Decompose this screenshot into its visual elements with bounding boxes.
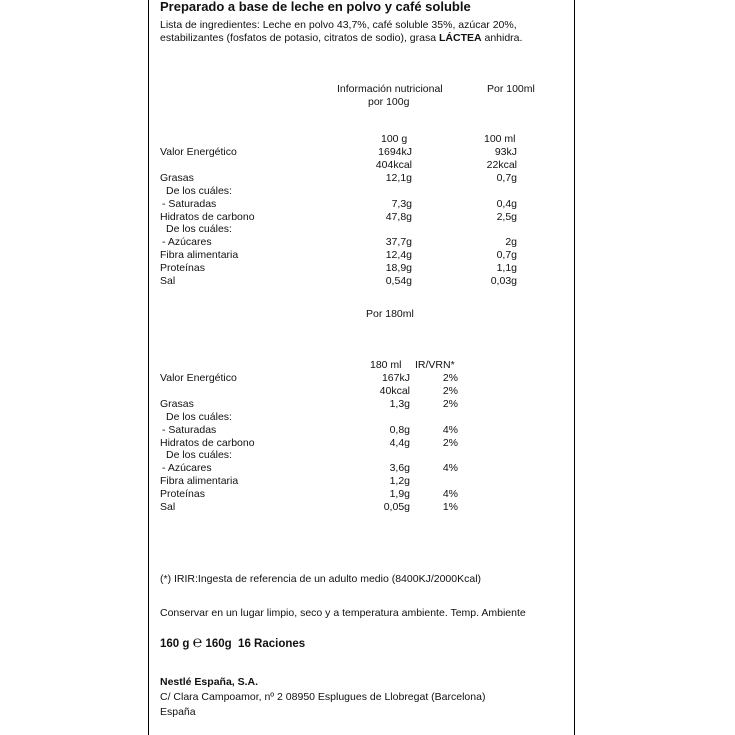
row-label: De los cuáles: (166, 223, 232, 236)
table1-col1-unit: 100 g (381, 133, 408, 145)
row-label: Grasas (160, 397, 194, 410)
row-value-1: 167kJ (381, 372, 410, 384)
row-value-2: 2% (442, 384, 458, 397)
net-quantity (160, 634, 306, 651)
row-label: - Azúcares (162, 236, 212, 249)
row-value-1: 0,54g (385, 275, 412, 287)
row-label: Valor Energético (160, 372, 237, 384)
company-name: Nestlé España, S.A. (160, 676, 259, 688)
row-value-1: 1,9g (389, 488, 410, 501)
row-label: De los cuáles: (166, 184, 232, 197)
row-value-1: 0,05g (383, 501, 410, 513)
estimated-mark-icon: ℮ (192, 634, 203, 651)
row-value-2: 0,4g (496, 197, 517, 210)
table1-col2-unit: 100 ml (484, 133, 516, 145)
row-value-2: 0,03g (490, 275, 517, 287)
row-label: Sal (160, 275, 176, 287)
row-value-1: 47,8g (385, 210, 412, 223)
row-value-2: 4% (442, 488, 458, 501)
row-label: - Azúcares (162, 462, 212, 475)
row-value-1: 3,6g (389, 462, 410, 475)
row-label: De los cuáles: (166, 449, 232, 462)
footnote: (*) IRIR:Ingesta de referencia de un adulto medio (8400KJ/2000Kcal) (160, 573, 482, 585)
row-value-1: 4,4g (389, 436, 410, 449)
product-title: Preparado a base de leche en polvo y café soluble (160, 0, 471, 14)
row-value-1: 40kcal (379, 384, 410, 397)
company-address: C/ Clara Campoamor, nº 2 08950 Esplugues de Llobregat (Barcelona) (160, 691, 486, 703)
row-label: Hidratos de carbono (160, 210, 255, 223)
row-label: Fibra alimentaria (160, 249, 239, 262)
label-frame (148, 0, 575, 735)
ingredients-line-1: Lista de ingredientes: Leche en polvo 43,7%, café soluble 35%, azúcar 20%, (160, 19, 517, 31)
row-value-1: 12,1g (385, 171, 412, 184)
row-value-1: 12,4g (385, 249, 412, 262)
table1-col1-header-line1: Información nutricional (337, 83, 443, 95)
ingredients-line-2-end: anhidra. (481, 32, 523, 44)
row-value-2: 2,5g (496, 210, 517, 223)
company-country: España (160, 706, 196, 718)
row-value-1: 18,9g (385, 262, 412, 275)
ingredients-line-2-start: estabilizantes (fosfatos de potasio, citratos de sodio), grasa (160, 32, 439, 44)
row-value-2: 2% (442, 436, 458, 449)
row-value-1: 0,8g (389, 423, 410, 436)
row-value-1: 1,2g (389, 475, 410, 488)
row-value-2: 22kcal (486, 158, 517, 171)
row-value-1: 1694kJ (378, 146, 412, 158)
row-value-2: 0,7g (496, 249, 517, 262)
row-value-2: 1,1g (496, 262, 517, 275)
table1-col1-header-line2: por 100g (368, 96, 410, 108)
row-value-2: 0,7g (496, 171, 517, 184)
row-label: Proteínas (160, 262, 205, 275)
servings: 16 Raciones (238, 638, 306, 650)
row-label: Proteínas (160, 488, 205, 501)
row-value-2: 2g (505, 236, 517, 249)
row-label: Hidratos de carbono (160, 436, 255, 449)
table2-col1-unit: 180 ml (370, 359, 402, 371)
net-weight: 160g (205, 638, 232, 650)
row-value-1: 404kcal (375, 158, 412, 171)
row-value-2: 1% (442, 501, 458, 513)
row-label: - Saturadas (162, 423, 217, 436)
weight: 160 g (160, 638, 190, 650)
row-label: Valor Energético (160, 146, 237, 158)
row-value-1: 37,7g (385, 236, 412, 249)
row-label: Fibra alimentaria (160, 475, 239, 488)
row-value-2: 4% (442, 423, 458, 436)
storage-instructions: Conservar en un lugar limpio, seco y a temperatura ambiente. Temp. Ambiente (160, 607, 526, 619)
table2-col2-unit: IR/VRN* (415, 359, 455, 371)
row-label: De los cuáles: (166, 410, 232, 423)
row-value-1: 7,3g (391, 197, 412, 210)
row-value-2: 2% (442, 372, 458, 384)
row-label: - Saturadas (162, 197, 217, 210)
row-value-1: 1,3g (389, 397, 410, 410)
row-value-2: 93kJ (494, 146, 517, 158)
ingredients-allergen: LÁCTEA (438, 32, 482, 44)
row-label: Sal (160, 501, 176, 513)
row-label: Grasas (160, 171, 194, 184)
table2-header: Por 180ml (366, 308, 414, 320)
row-value-2: 2% (442, 397, 458, 410)
table1-col2-header: Por 100ml (487, 83, 535, 95)
ingredients-line-2 (160, 32, 522, 44)
row-value-2: 4% (442, 462, 458, 475)
